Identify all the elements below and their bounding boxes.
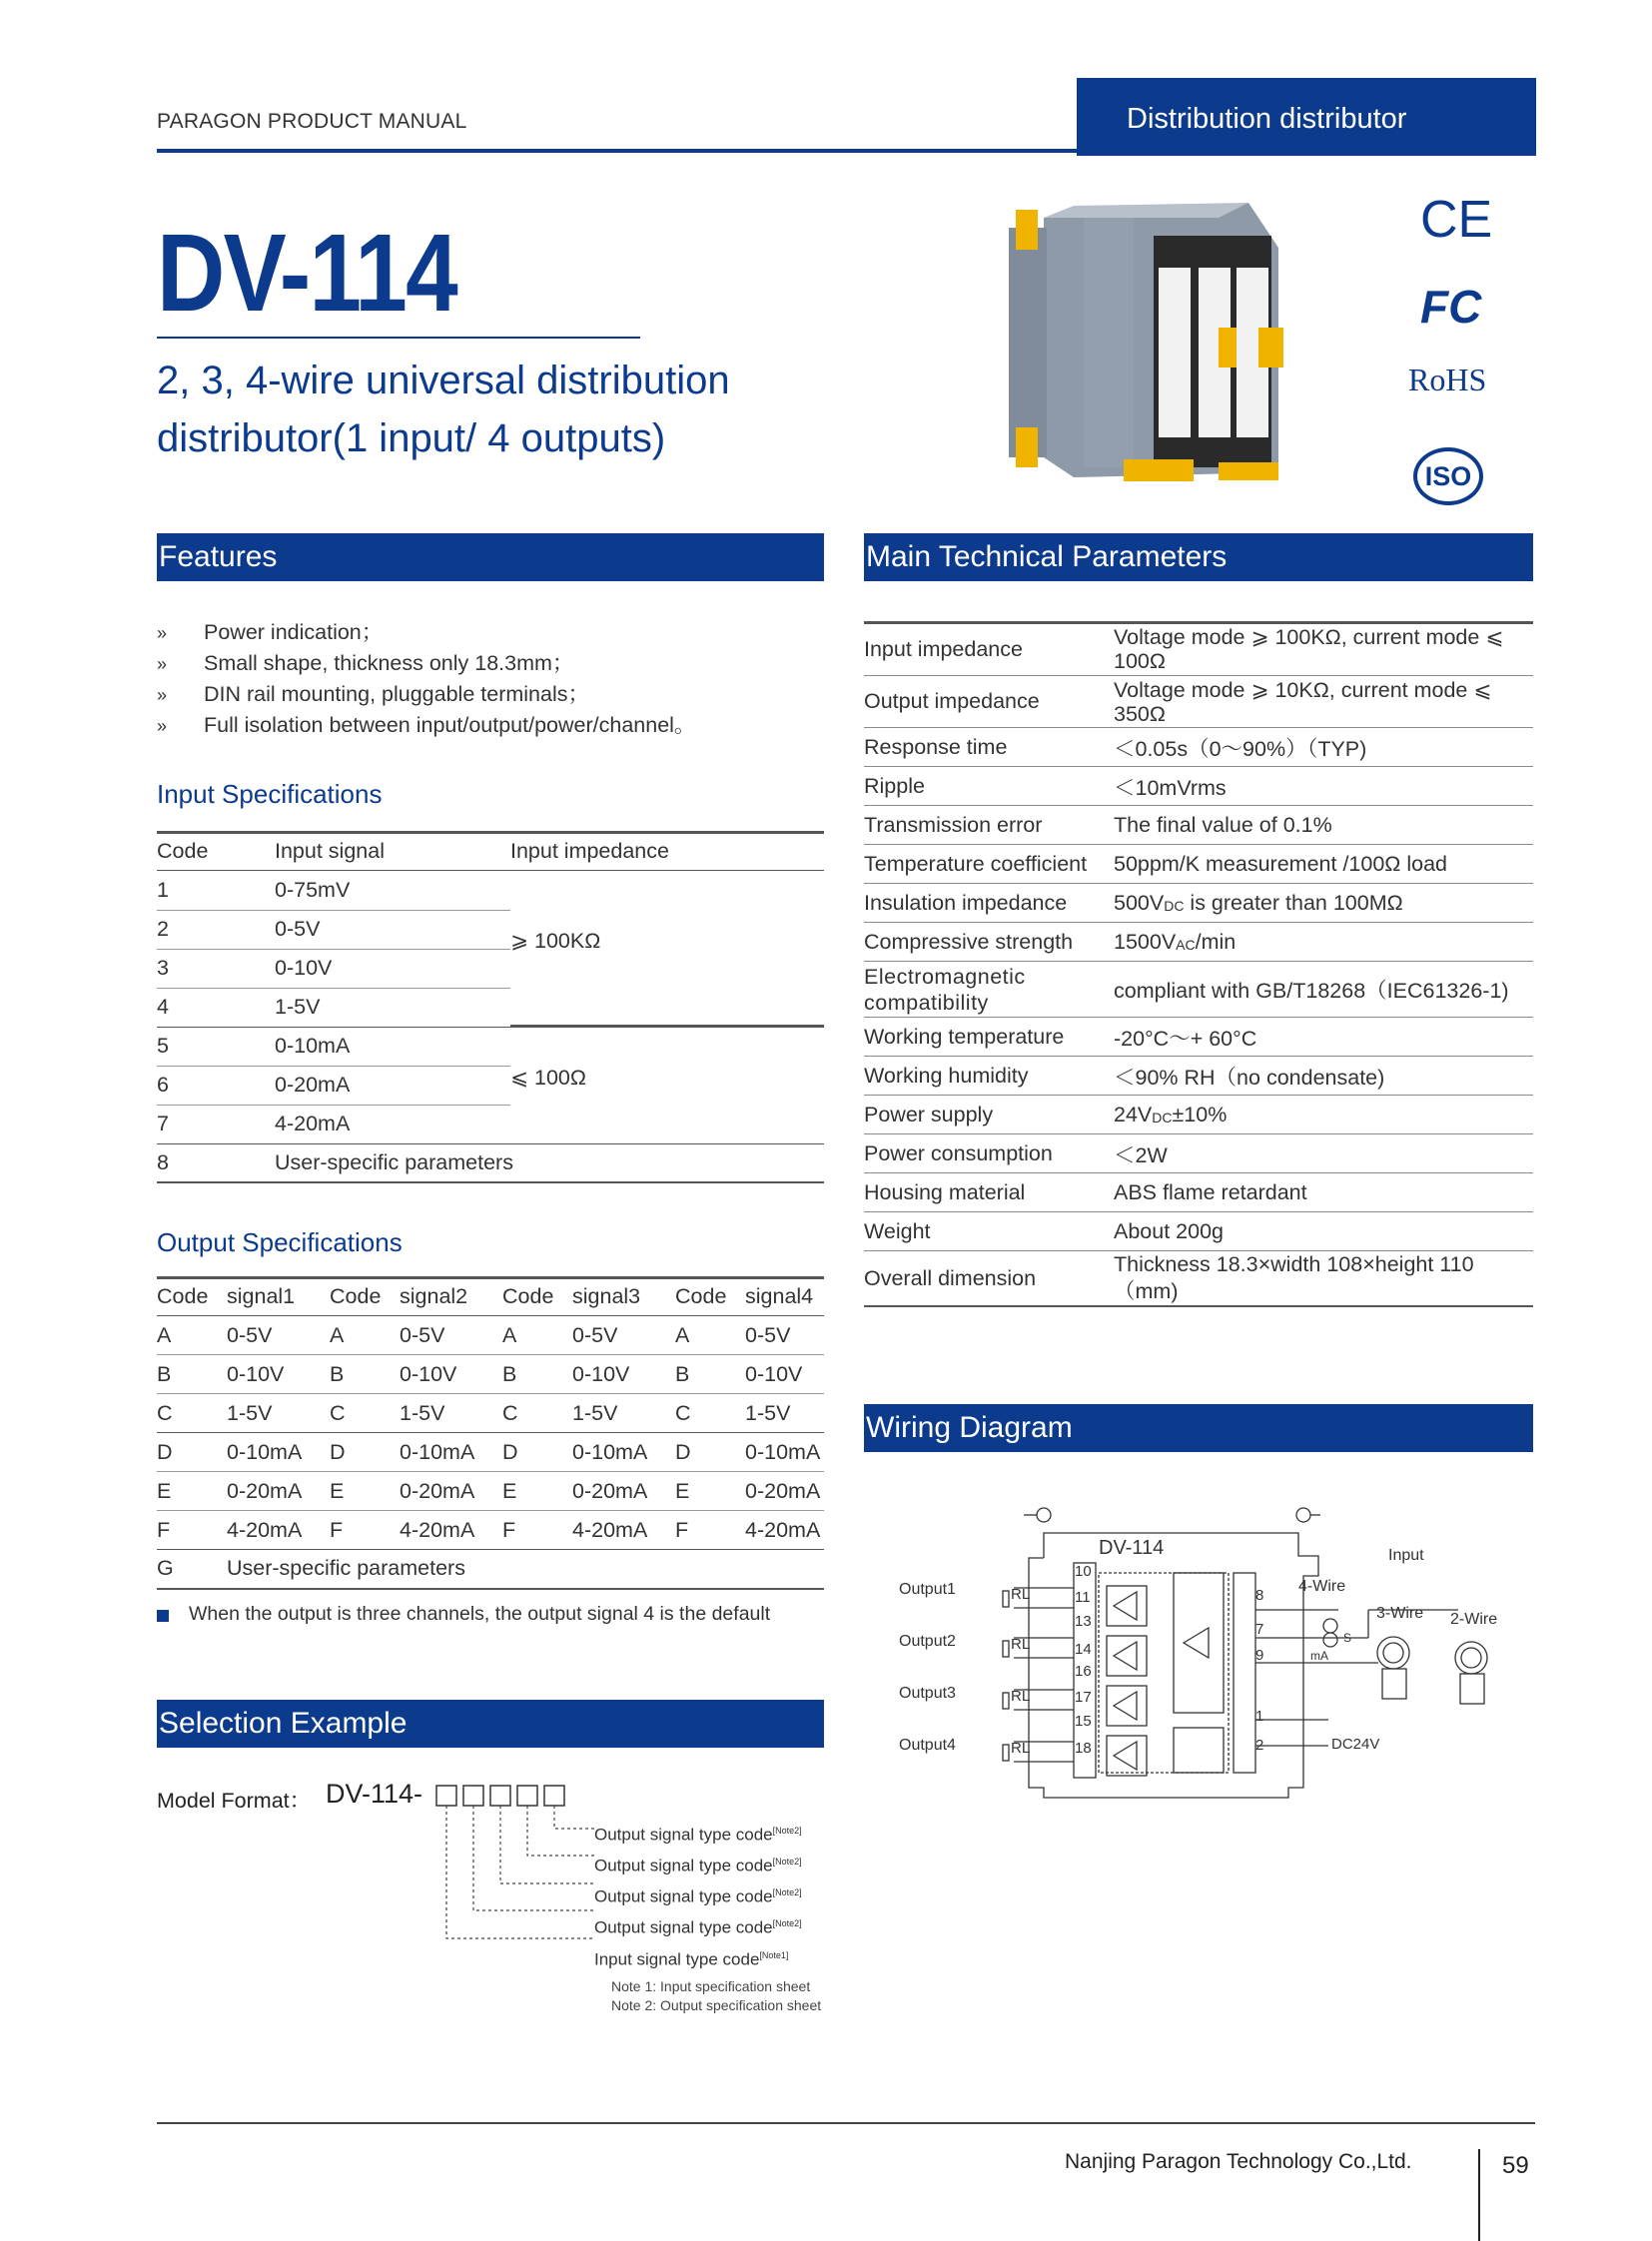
table-row: Working humidity ＜90% RH（no condensate)	[864, 1057, 1533, 1096]
param-label: Output impedance	[864, 676, 1114, 728]
model-format-code: DV-114-	[326, 1779, 423, 1809]
rl-label: RL	[1011, 1636, 1031, 1653]
wiring-output-label: Output1	[899, 1581, 956, 1598]
signal-cell: 0-10mA	[275, 1034, 351, 1058]
company-name: Nanjing Paragon Technology Co.,Ltd.	[1065, 2150, 1412, 2173]
table-row: Electromagnetic compatibility compliant with GB/T18268（IEC61326-1)	[864, 962, 1533, 1018]
table-row: D 0-10mA D 0-10mA D 0-10mA D 0-10mA	[157, 1433, 824, 1472]
svg-text:8: 8	[1255, 1587, 1264, 1604]
wire4-label: 4-Wire	[1298, 1578, 1346, 1595]
note-square-icon	[157, 1610, 169, 1622]
col-header: Input signal	[275, 839, 385, 864]
legend-line: Output signal type code[Note2]	[594, 1918, 802, 1938]
tech-header	[864, 533, 1533, 581]
code-cell: 7	[157, 1112, 169, 1135]
tech-table	[864, 621, 1533, 1307]
svg-text:1: 1	[1255, 1708, 1264, 1725]
feature-item	[157, 617, 695, 648]
rl-label: RL	[1011, 1688, 1031, 1705]
fcc-mark-icon: FC	[1420, 281, 1482, 333]
input-spec-title: Input Specifications	[157, 779, 383, 809]
selection-code-diagram	[429, 1784, 609, 1953]
product-image	[1004, 188, 1288, 487]
col-header: Code	[157, 1284, 209, 1309]
category-label: Distribution distributor	[1127, 103, 1407, 135]
svg-text:mA: mA	[1310, 1649, 1328, 1663]
rl-label: RL	[1011, 1586, 1031, 1603]
table-row: Ripple ＜10mVrms	[864, 767, 1533, 806]
note-1: Note 1: Input specification sheet	[611, 1978, 811, 1994]
table-row: B 0-10V B 0-10V B 0-10V B 0-10V	[157, 1355, 824, 1394]
footer-rule	[157, 2122, 1535, 2124]
table-row: Weight About 200g	[864, 1212, 1533, 1251]
feature-item	[157, 679, 695, 710]
wire2-label: 2-Wire	[1450, 1611, 1498, 1628]
code-cell: 5	[157, 1034, 169, 1058]
svg-text:13: 13	[1075, 1613, 1092, 1630]
selection-notes	[611, 1977, 821, 2015]
wiring-output-label: Output4	[899, 1737, 956, 1754]
impedance-voltage: ⩾ 100KΩ	[510, 929, 601, 953]
table-row: Working temperature -20°C～+ 60°C	[864, 1018, 1533, 1057]
model-title: DV-114	[157, 212, 457, 335]
legend-line: Input signal type code[Note1]	[594, 1949, 789, 1969]
subtitle-line-1: 2, 3, 4-wire universal distribution	[157, 359, 730, 402]
code-cell: 8	[157, 1149, 169, 1174]
svg-text:18: 18	[1075, 1740, 1092, 1757]
output-note: When the output is three channels, the output signal 4 is the default	[189, 1603, 771, 1625]
table-row: Compressive strength 1500VAC/min	[864, 923, 1533, 962]
wiring-diagram	[899, 1488, 1498, 1808]
code-cell: 4	[157, 995, 169, 1019]
output-spec-title: Output Specifications	[157, 1227, 403, 1257]
ce-mark-icon: CE	[1420, 191, 1493, 249]
signal-cell: 1-5V	[275, 995, 321, 1019]
header-rule	[157, 149, 1081, 153]
signal-cell: User-specific parameters	[275, 1149, 513, 1174]
table-row: Temperature coefficient 50ppm/K measurement /100Ω load	[864, 845, 1533, 884]
svg-text:16: 16	[1075, 1663, 1092, 1680]
table-row: F 4-20mA F 4-20mA F 4-20mA F 4-20mA	[157, 1511, 824, 1550]
bullet: »	[157, 654, 168, 674]
iso-mark-icon: ISO	[1413, 447, 1483, 505]
signal-cell: 0-10V	[275, 956, 333, 980]
table-header-row	[157, 1279, 824, 1316]
table-row: Power supply 24VDC±10%	[864, 1096, 1533, 1134]
dc24v-label: DC24V	[1331, 1736, 1380, 1753]
col-header: Code	[502, 1284, 554, 1309]
svg-text:14: 14	[1075, 1641, 1092, 1658]
footer-separator	[1478, 2149, 1480, 2241]
output-spec-table	[157, 1276, 824, 1590]
model-underline	[157, 337, 640, 339]
feature-text: Full isolation between input/output/power/channel。	[204, 713, 696, 737]
feature-item	[157, 648, 695, 679]
feature-text: DIN rail mounting, pluggable terminals；	[204, 682, 589, 706]
code-cell: 6	[157, 1073, 169, 1097]
svg-text:2: 2	[1255, 1737, 1264, 1754]
table-row: G User-specific parameters	[157, 1550, 824, 1589]
col-header: signal1	[227, 1284, 296, 1309]
param-value: Voltage mode ⩾ 100KΩ, current mode ⩽ 100Ω	[1114, 624, 1533, 676]
features-list	[157, 617, 695, 741]
features-header	[157, 533, 824, 581]
rl-label: RL	[1011, 1740, 1031, 1757]
page-number: 59	[1502, 2152, 1529, 2179]
table-row	[157, 1143, 824, 1182]
category-banner	[1077, 78, 1536, 156]
table-header-row	[157, 834, 824, 871]
feature-text: Power indication；	[204, 620, 384, 644]
svg-text:17: 17	[1075, 1689, 1092, 1706]
col-header: Code	[675, 1284, 727, 1309]
param-label: Input impedance	[864, 624, 1114, 676]
table-row: C 1-5V C 1-5V C 1-5V C 1-5V	[157, 1394, 824, 1433]
table-row: A 0-5V A 0-5V A 0-5V A 0-5V	[157, 1316, 824, 1355]
wire3-label: 3-Wire	[1376, 1605, 1424, 1622]
subtitle-line-2: distributor(1 input/ 4 outputs)	[157, 416, 666, 460]
note-2: Note 2: Output specification sheet	[611, 1997, 822, 2013]
table-row	[864, 676, 1533, 728]
model-format-label: Model Format：	[157, 1789, 312, 1813]
legend-line: Output signal type code[Note2]	[594, 1825, 802, 1845]
signal-cell: 0-20mA	[275, 1073, 351, 1097]
param-value: Voltage mode ⩾ 10KΩ, current mode ⩽ 350Ω	[1114, 676, 1533, 728]
tech-title: Main Technical Parameters	[866, 540, 1228, 573]
input-label: Input	[1388, 1547, 1424, 1564]
selection-legend	[594, 1818, 802, 1973]
table-row: Housing material ABS flame retardant	[864, 1173, 1533, 1212]
col-header: signal2	[400, 1284, 468, 1309]
bullet: »	[157, 685, 168, 705]
wiring-device-label: DV-114	[1099, 1537, 1165, 1559]
svg-text:9: 9	[1255, 1647, 1264, 1664]
input-spec-table	[157, 831, 824, 1183]
impedance-current: ⩽ 100Ω	[510, 1066, 586, 1090]
col-header: signal4	[745, 1284, 814, 1309]
signal-cell: 0-75mV	[275, 877, 351, 902]
feature-item	[157, 710, 695, 741]
code-cell: 3	[157, 956, 169, 980]
table-row: Transmission error The final value of 0.1%	[864, 806, 1533, 845]
legend-line: Output signal type code[Note2]	[594, 1856, 802, 1875]
table-row	[864, 624, 1533, 676]
rohs-mark: RoHS	[1408, 362, 1487, 397]
table-row: E 0-20mA E 0-20mA E 0-20mA E 0-20mA	[157, 1472, 824, 1511]
bullet: »	[157, 623, 168, 643]
col-header: Code	[330, 1284, 382, 1309]
features-title: Features	[159, 540, 278, 573]
signal-cell: 4-20mA	[275, 1112, 351, 1135]
table-row: Overall dimension Thickness 18.3×width 108×height 110（mm)	[864, 1251, 1533, 1307]
svg-text:10: 10	[1075, 1563, 1092, 1580]
col-header: Input impedance	[510, 839, 669, 864]
svg-text:11: 11	[1075, 1589, 1091, 1606]
selection-title: Selection Example	[159, 1707, 408, 1740]
manual-title: PARAGON PRODUCT MANUAL	[157, 110, 467, 133]
signal-cell: 0-5V	[275, 917, 321, 941]
selection-header	[157, 1700, 824, 1748]
table-row: Power consumption ＜2W	[864, 1134, 1533, 1173]
svg-text:15: 15	[1075, 1713, 1092, 1730]
wiring-output-label: Output3	[899, 1685, 956, 1702]
code-cell: 2	[157, 917, 169, 941]
wiring-title: Wiring Diagram	[866, 1411, 1073, 1444]
col-header: Code	[157, 839, 209, 864]
table-row: Insulation impedance 500VDC is greater than 100MΩ	[864, 884, 1533, 923]
col-header: signal3	[572, 1284, 641, 1309]
bullet: »	[157, 716, 168, 736]
svg-text:7: 7	[1255, 1621, 1264, 1638]
table-row: Response time ＜0.05s（0～90%）（TYP)	[864, 728, 1533, 767]
wiring-header	[864, 1404, 1533, 1452]
feature-text: Small shape, thickness only 18.3mm；	[204, 651, 574, 675]
legend-line: Output signal type code[Note2]	[594, 1886, 802, 1906]
wiring-output-label: Output2	[899, 1633, 956, 1650]
code-cell: 1	[157, 877, 169, 902]
svg-text:S: S	[1343, 1631, 1352, 1645]
product-subtitle	[157, 352, 916, 467]
